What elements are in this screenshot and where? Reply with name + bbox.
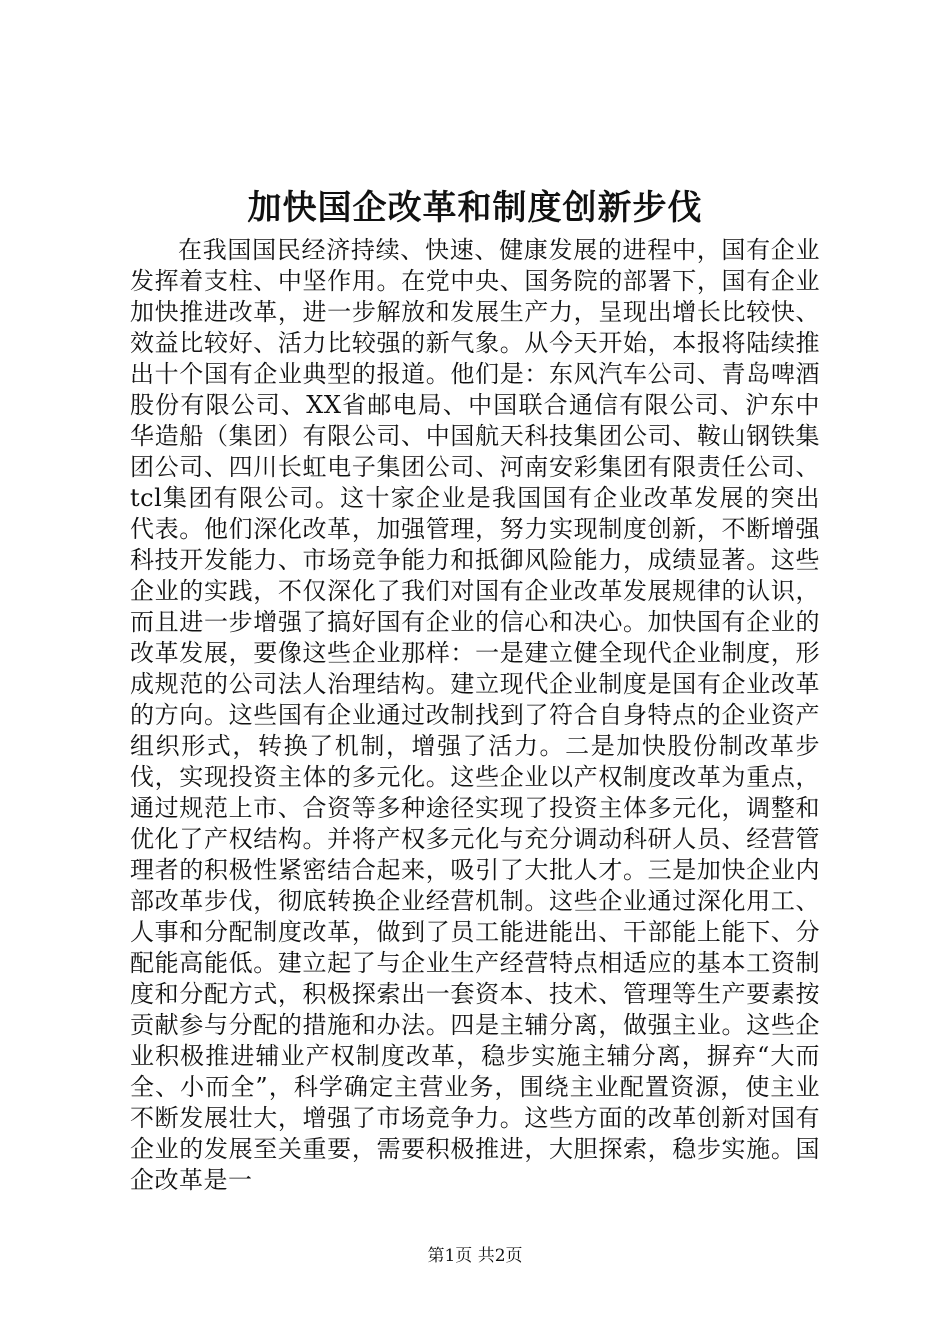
document-title: 加快国企改革和制度创新步伐 <box>247 188 703 228</box>
page-indicator: 第1页 共2页 <box>427 1246 523 1266</box>
document-body-paragraph: 在我国国民经济持续、快速、健康发展的进程中，国有企业发挥着支柱、中坚作用。在党中央、国务院的部署下，国有企业加快推进改革，进一步解放和发展生产力，呈现出增长比较快、效益比较好、活力比较强的新气象。从今天开始，本报将陆续推出十个国有企业典型的报道。他们是：东风汽车公司、青岛啤酒股份有限公司、XX省邮电局、中国联合通信有限公司、沪东中华造船（集团）有限公司、中国航天科技集团公司、鞍山钢铁集团公司、四川长虹电子集团公司、河南安彩集团有限责任公司、tcl集团有限公司。这十家企业是我国国有企业改革发展的突出代表。他们深化改革，加强管理，努力实现制度创新，不断增强科技开发能力、市场竞争能力和抵御风险能力，成绩显著。这些企业的实践，不仅深化了我们对国有企业改革发展规律的认识，而且进一步增强了搞好国有企业的信心和决心。加快国有企业的改革发展，要像这些企业那样：一是建立健全现代企业制度，形成规范的公司法人治理结构。建立现代企业制度是国有企业改革的方向。这些国有企业通过改制找到了符合自身特点的企业资产组织形式，转换了机制，增强了活力。二是加快股份制改革步伐，实现投资主体的多元化。这些企业以产权制度改革为重点，通过规范上市、合资等多种途径实现了投资主体多元化，调整和优化了产权结构。并将产权多元化与充分调动科研人员、经营管理者的积极性紧密结合起来，吸引了大批人才。三是加快企业内部改革步伐，彻底转换企业经营机制。这些企业通过深化用工、人事和分配制度改革，做到了员工能进能出、干部能上能下、分配能高能低。建立起了与企业生产经营特点相适应的基本工资制度和分配方式，积极探索出一套资本、技术、管理等生产要素按贡献参与分配的措施和办法。四是主辅分离，做强主业。这些企业积极推进辅业产权制度改革，稳步实施主辅分离，摒弃“大而全、小而全”，科学确定主营业务，围绕主业配置资源，使主业不断发展壮大，增强了市场竞争力。这些方面的改革创新对国有企业的发展至关重要，需要积极推进，大胆探索，稳步实施。国企改革是一 <box>130 236 820 1194</box>
